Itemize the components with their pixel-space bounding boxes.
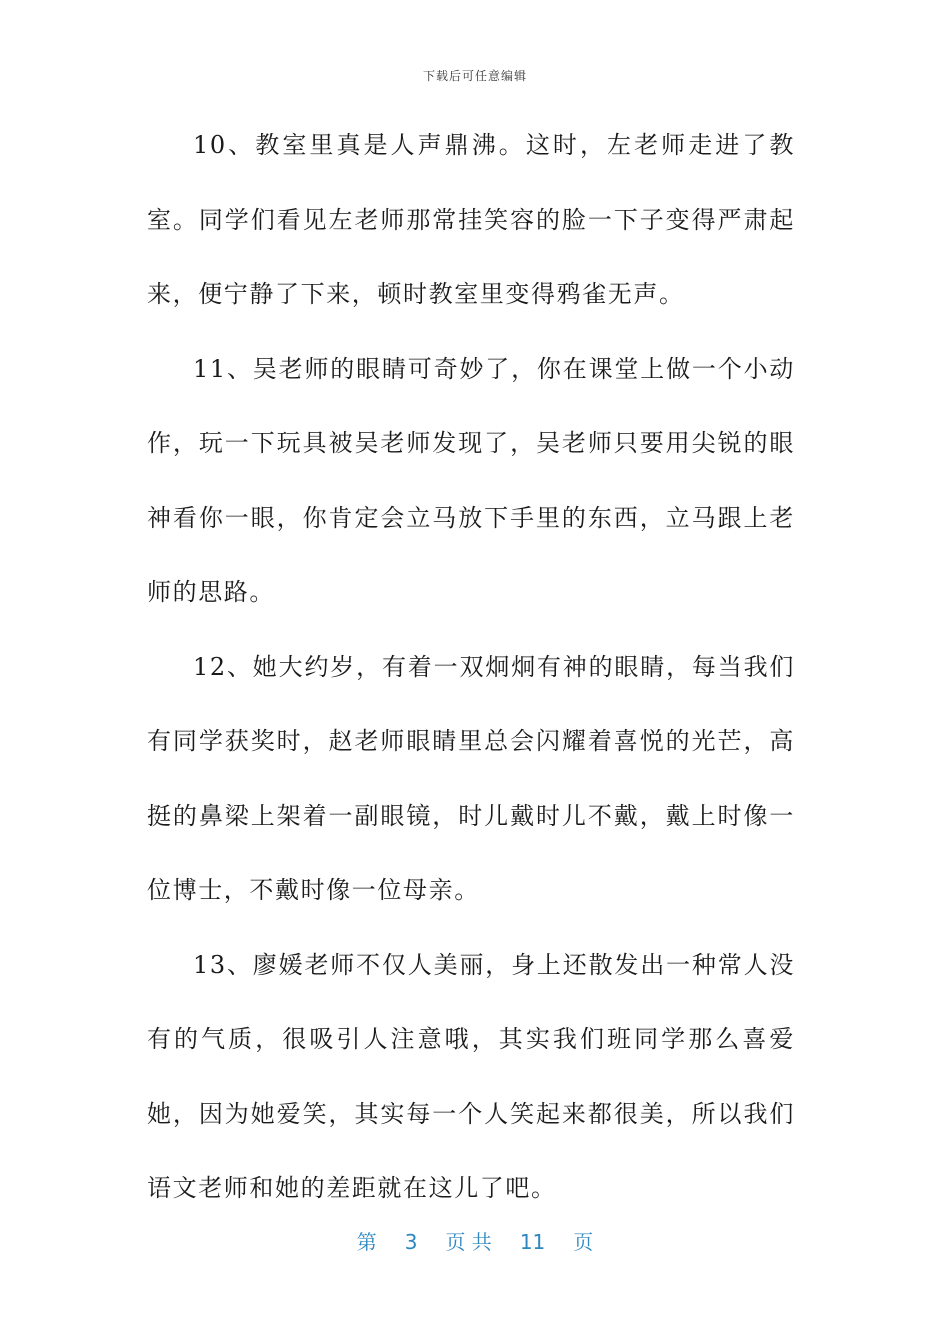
document-body — [147, 108, 795, 1226]
footer-page-mid: 页 共 — [445, 1230, 492, 1254]
footer-page-suffix: 页 — [573, 1230, 594, 1254]
paragraph-13: 13、廖媛老师不仅人美丽，身上还散发出一种常人没有的气质，很吸引人注意哦，其实我们班同学那么喜爱她，因为她爱笑，其实每一个人笑起来都很美，所以我们语文老师和她的差距就在这儿了吧。 — [147, 950, 795, 1202]
footer-total-pages: 11 — [519, 1230, 546, 1254]
paragraph-12: 12、她大约岁，有着一双炯炯有神的眼睛，每当我们有同学获奖时，赵老师眼睛里总会闪耀着喜悦的光芒，高挺的鼻梁上架着一副眼镜，时儿戴时儿不戴，戴上时像一位博士，不戴时像一位母亲。 — [147, 652, 795, 904]
footer-page-prefix: 第 — [356, 1230, 377, 1254]
page-footer — [0, 1226, 950, 1255]
paragraph-11: 11、吴老师的眼睛可奇妙了，你在课堂上做一个小动作，玩一下玩具被吴老师发现了，吴老师只要用尖锐的眼神看你一眼，你肯定会立马放下手里的东西，立马跟上老师的思路。 — [147, 354, 795, 606]
page-header: 下载后可任意编辑 — [422, 69, 527, 83]
paragraph-10: 10、教室里真是人声鼎沸。这时，左老师走进了教室。同学们看见左老师那常挂笑容的脸一下子变得严肃起来，便宁静了下来，顿时教室里变得鸦雀无声。 — [147, 131, 795, 308]
footer-current-page: 3 — [404, 1230, 418, 1254]
